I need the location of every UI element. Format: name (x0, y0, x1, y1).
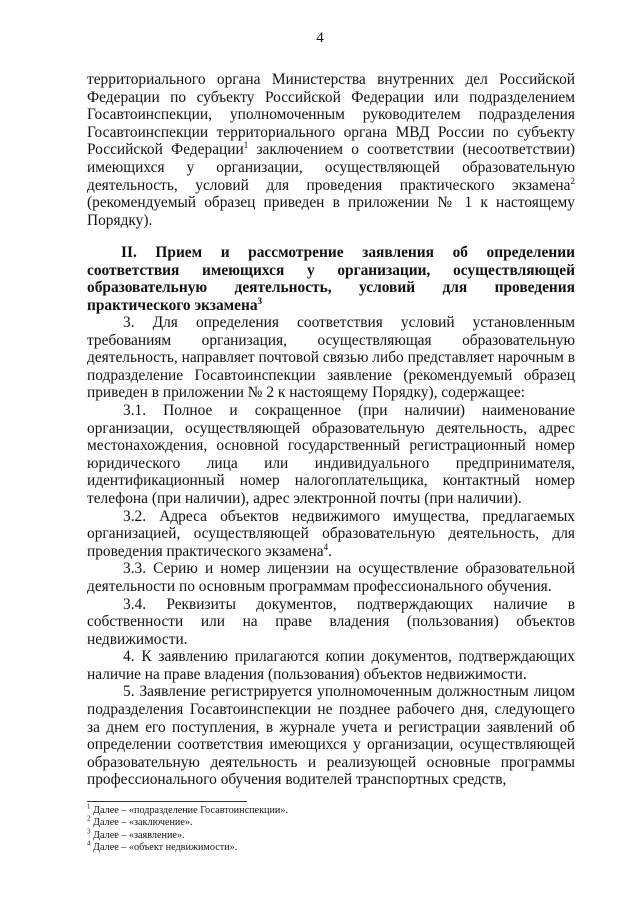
intro-paragraph (87, 71, 575, 229)
footnote-number: 1 (87, 802, 91, 811)
footnote-number: 4 (87, 839, 91, 848)
intro-text-part2: заключением о соответствии (несоответствии) имеющихся у организации, осуществляющей образовательную деятельность, условий для проведения практического экзамена (87, 141, 575, 194)
paragraph-3-2 (87, 508, 575, 561)
paragraph-4: 4. К заявлению прилагаются копии документов, подтверждающих наличие на праве владения (пользования) объектов недвижимости. (87, 648, 575, 683)
main-paragraphs (87, 314, 575, 789)
footnote-ref-1: 1 (243, 140, 249, 151)
paragraph-5: 5. Заявление регистрируется уполномоченным должностным лицом подразделения Госавтоинспекции не позднее рабочего дня, следующего за днем его поступления, в журнале учета и регистрации заявлений об определении соответствия имеющихся у организации, осуществляющей образовательную деятельность и реализующей основные программы профессионального обучения водителей транспортных средств, (87, 683, 575, 789)
footnote-divider (87, 801, 247, 802)
section-heading-text: II. Прием и рассмотрение заявления об определении соответствия имеющихся у организации, осуществляющей образовательную деятельность, условий для проведения практического экзамена (87, 244, 575, 314)
footnote-item (87, 827, 567, 842)
footnote-ref-4: 4 (323, 541, 329, 552)
page-number: 4 (316, 30, 324, 46)
footnote-ref-2: 2 (570, 175, 575, 186)
footnote-text: Далее – «подразделение Госавтоинспекции». (90, 805, 289, 816)
footnote-item (87, 817, 567, 829)
paragraph-3-1: 3.1. Полное и сокращенное (при наличии) наименование организации, осуществляющей образовательную деятельность, адрес местонахождения, основной государственный регистрационный номер юридического лица или индивидуального предпринимателя, идентификационный номер налогоплательщика, контактный номер телефона (при наличии), адрес электронной почты (при наличии). (87, 401, 575, 507)
footnote-item (87, 802, 567, 817)
paragraph-3-4: 3.4. Реквизиты документов, подтверждающих наличие в собственности или на праве владения (пользования) объектов недвижимости. (87, 595, 575, 648)
intro-text-part3: (рекомендуемый образец приведен в приложении № 1 к настоящему Порядку). (87, 194, 575, 229)
footnote-text: Далее – «объект недвижимости». (90, 842, 238, 854)
footnote-item (87, 839, 567, 854)
footnote-text: Далее – «заключение». (90, 817, 193, 829)
footnote-number: 2 (87, 815, 91, 824)
paragraph-3: 3. Для определения соответствия условий установленным требованиям организация, осуществляющая образовательную деятельность, направляет почтовой связью либо представляет нарочным в подразделение Госавтоинспекции заявление (рекомендуемый образец приведен в приложении № 2 к настоящему Порядку), содержащее: (87, 314, 576, 402)
intro-text-part1: территориального органа Министерства внутренних дел Российской Федерации по субъекту Российской Федерации или подразделением Госавтоинспекции, уполномоченным руководителем подразделения Госавтоинспекции территориального органа МВД России по субъекту Российской Федерации (87, 71, 575, 159)
footnotes (87, 802, 567, 855)
footnote-ref-3: 3 (257, 295, 263, 306)
footnote-number: 3 (87, 827, 91, 836)
section-heading (87, 244, 575, 314)
paragraph-3-2-end: . (328, 542, 332, 560)
footnote-text: Далее – «заявление». (90, 829, 185, 841)
paragraph-3-3: 3.3. Серию и номер лицензии на осуществление образовательной деятельности по основным программам профессионального обучения. (87, 560, 575, 595)
paragraph-3-2-text: 3.2. Адреса объектов недвижимого имущества, предлагаемых организацией, осуществляющей образовательную деятельность, для проведения практического экзамена (87, 507, 575, 560)
